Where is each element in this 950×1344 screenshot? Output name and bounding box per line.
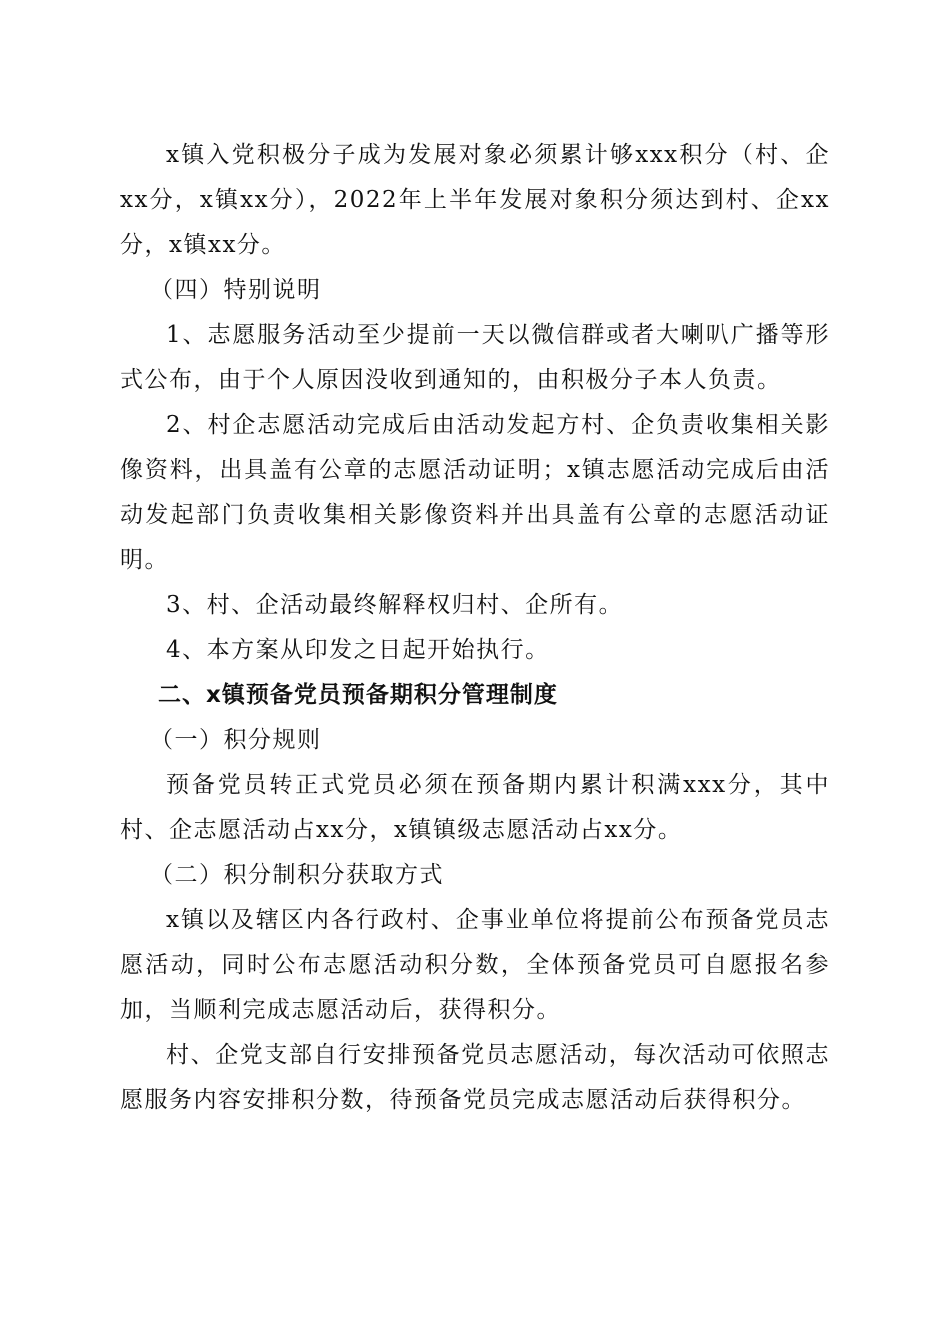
scoring-rules-paragraph: 预备党员转正式党员必须在预备期内累计积满xxx分，其中村、企志愿活动占xx分，x镇镇级志愿活动占xx分。	[120, 772, 830, 843]
section-2-heading: 二、x镇预备党员预备期积分管理制度	[158, 682, 558, 708]
document-page	[120, 133, 830, 1123]
special-notes-heading: （四）特别说明	[150, 277, 322, 303]
development-target-paragraph: x镇入党积极分子成为发展对象必须累计够xxx积分（村、企xx分，x镇xx分），2022年上半年发展对象积分须达到村、企xx分，x镇xx分。	[120, 142, 830, 258]
scoring-method-heading: （二）积分制积分获取方式	[150, 862, 444, 888]
scoring-method-paragraph-1: x镇以及辖区内各行政村、企事业单位将提前公布预备党员志愿活动，同时公布志愿活动积分数，全体预备党员可自愿报名参加，当顺利完成志愿活动后，获得积分。	[120, 907, 830, 1023]
note-item-4: 4、本方案从印发之日起开始执行。	[166, 637, 550, 663]
note-item-2: 2、村企志愿活动完成后由活动发起方村、企负责收集相关影像资料，出具盖有公章的志愿活动证明；x镇志愿活动完成后由活动发起部门负责收集相关影像资料并出具盖有公章的志愿活动证明。	[120, 412, 830, 573]
note-item-1: 1、志愿服务活动至少提前一天以微信群或者大喇叭广播等形式公布，由于个人原因没收到通知的，由积极分子本人负责。	[120, 322, 830, 393]
scoring-rules-heading: （一）积分规则	[150, 727, 322, 753]
scoring-method-paragraph-2: 村、企党支部自行安排预备党员志愿活动，每次活动可依照志愿服务内容安排积分数，待预备党员完成志愿活动后获得积分。	[120, 1042, 830, 1113]
note-item-3: 3、村、企活动最终解释权归村、企所有。	[166, 592, 624, 618]
